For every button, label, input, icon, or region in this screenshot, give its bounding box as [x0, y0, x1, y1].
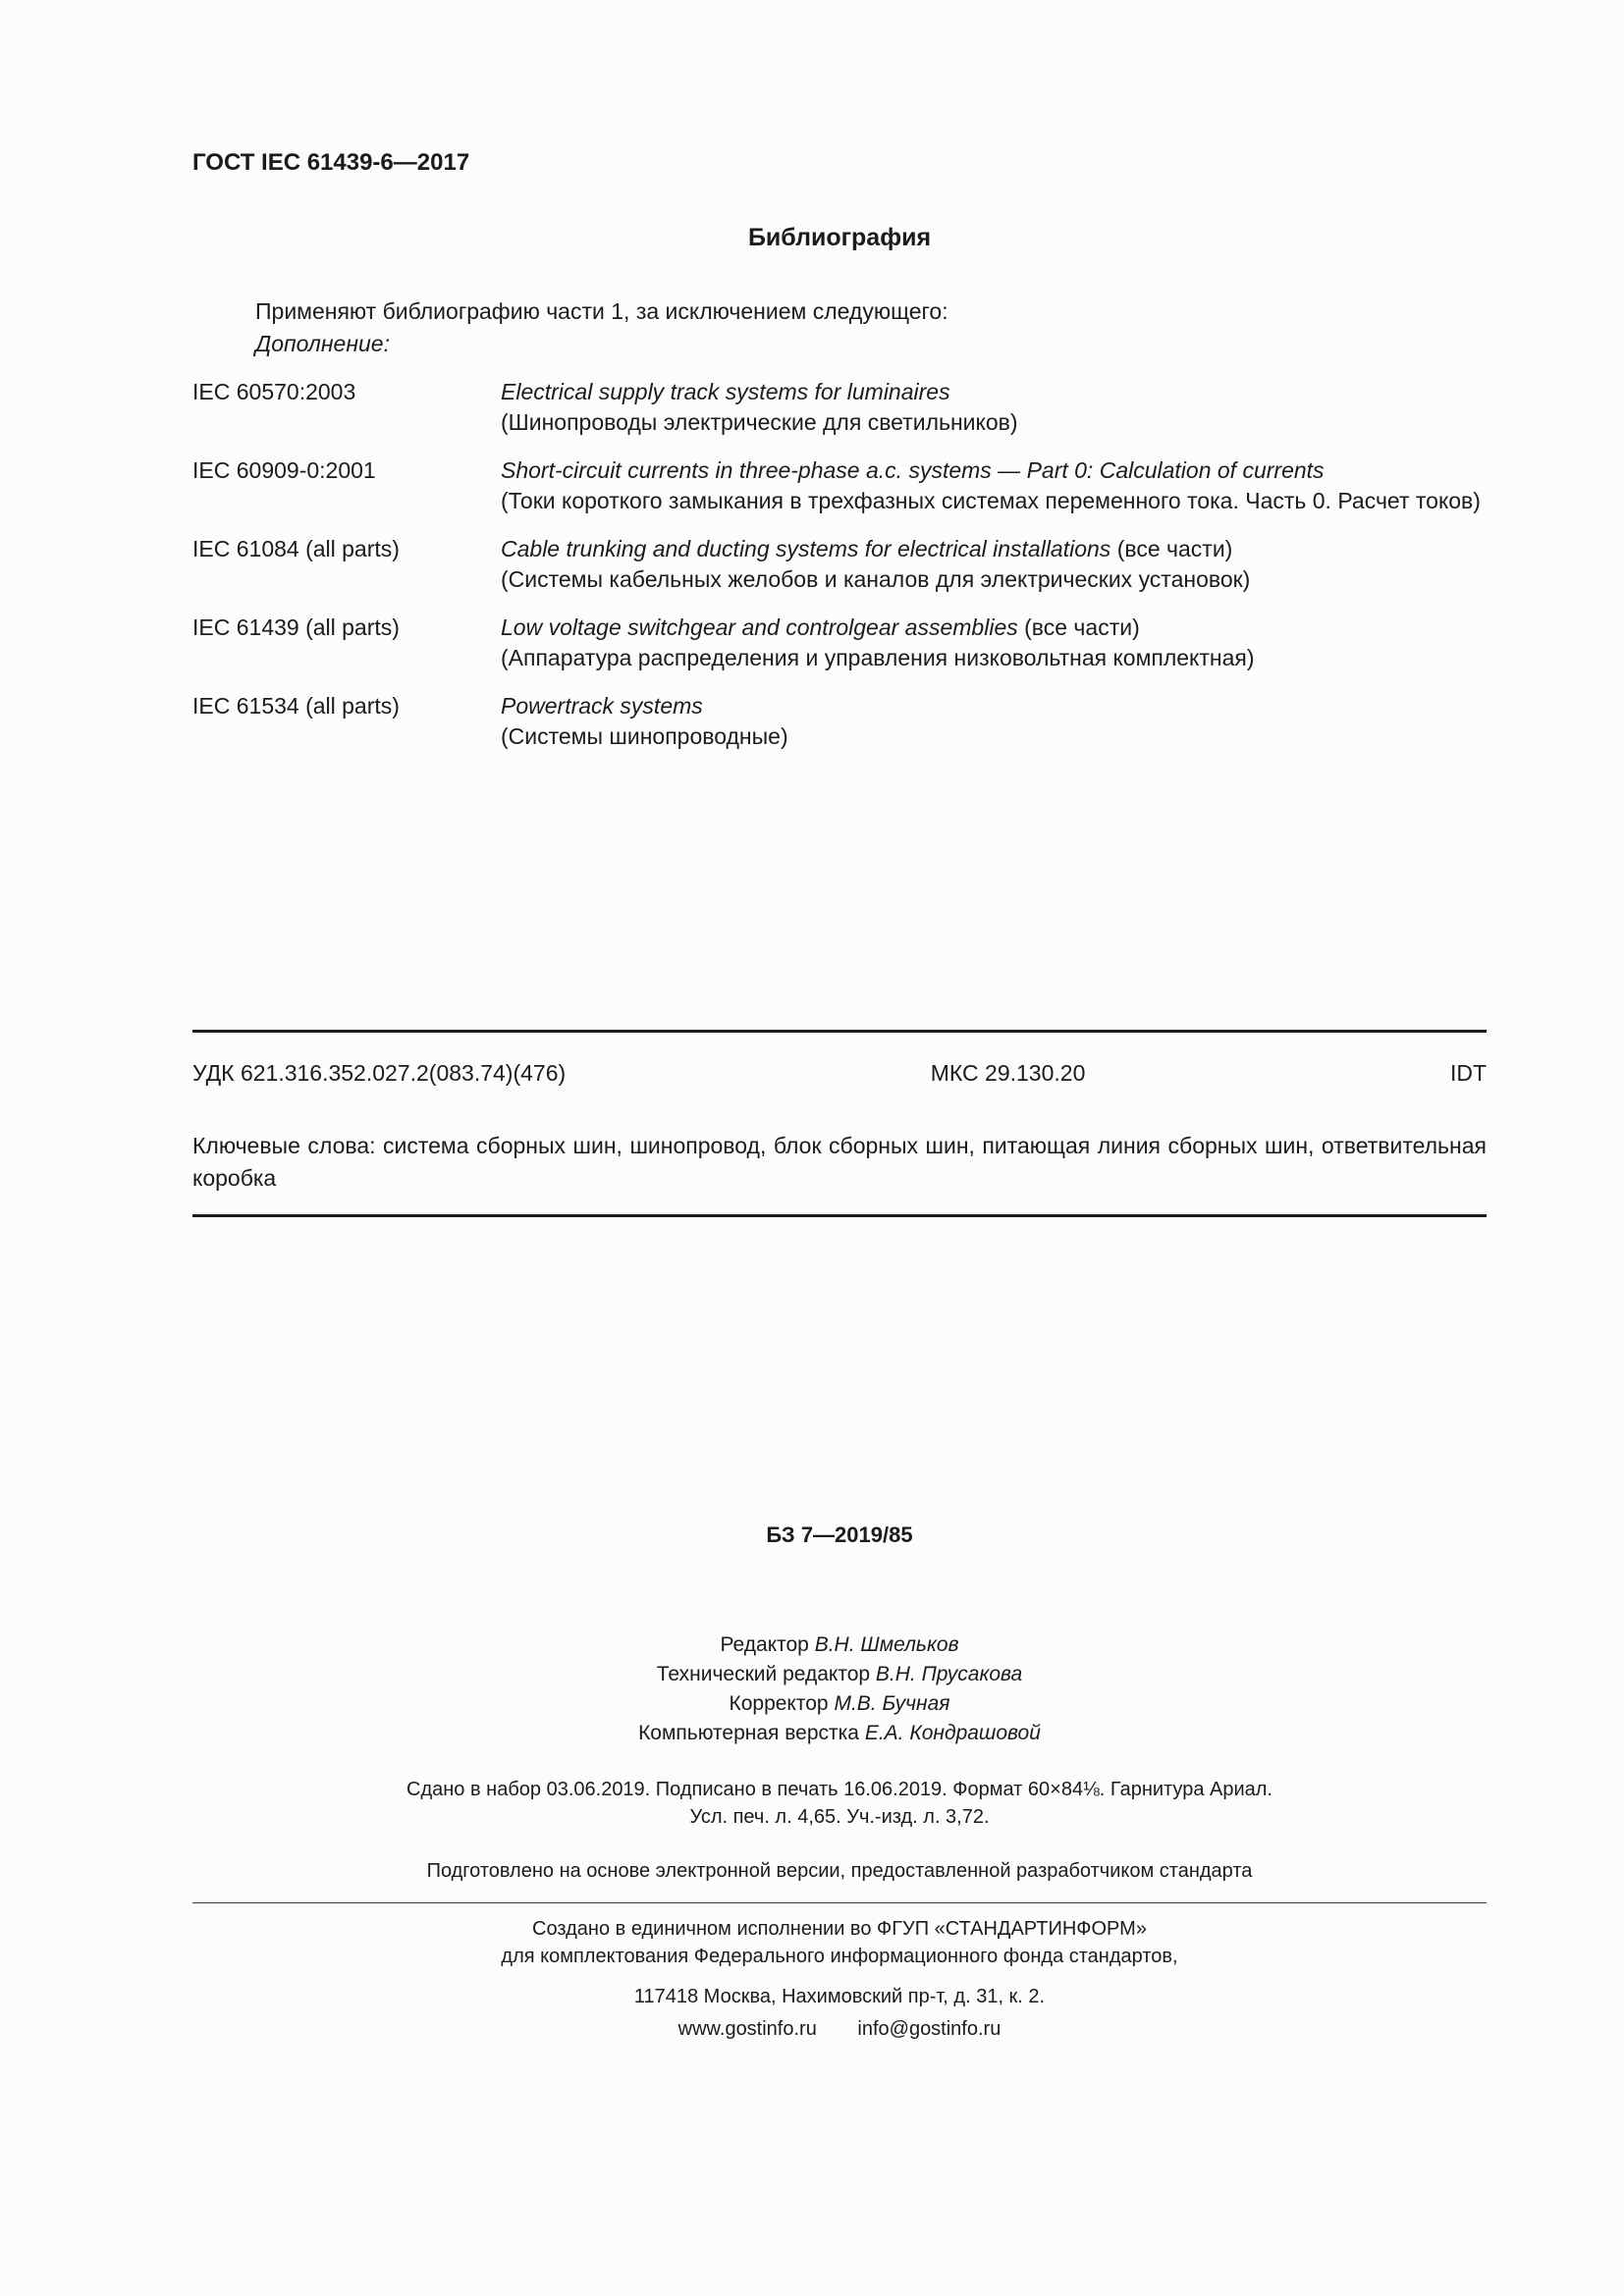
bib-entry — [192, 613, 1487, 673]
addition-label: Дополнение: — [255, 331, 390, 356]
bib-title-ru: (Системы шинопроводные) — [501, 723, 788, 749]
bib-title-ru: (Системы кабельных желобов и каналов для электрических установок) — [501, 566, 1251, 592]
bib-code: IEC 60570:2003 — [192, 379, 356, 404]
divider-rule — [192, 1030, 1487, 1033]
prepared-note: Подготовлено на основе электронной версии, предоставленной разработчиком стандарта — [426, 1860, 1253, 1882]
email-text: info@gostinfo.ru — [857, 2018, 1001, 2040]
weblinks-row — [192, 2014, 1487, 2045]
thin-divider-rule — [192, 1902, 1487, 1903]
bib-title-en: Cable trunking and ducting systems for electrical installations (все части) — [501, 536, 1233, 561]
bib-entry — [192, 691, 1487, 752]
codes-row — [192, 1058, 1487, 1089]
bib-title-en: Powertrack systems — [501, 693, 703, 719]
bib-code: IEC 61534 (all parts) — [192, 693, 400, 719]
publisher-line: для комплектования Федерального информационного фонда стандартов, — [501, 1946, 1178, 1967]
bibliography-list — [192, 377, 1487, 752]
bib-entry — [192, 377, 1487, 438]
credit-line: Редактор В.Н. Шмельков — [720, 1633, 959, 1656]
idt-label: IDT — [1449, 1060, 1487, 1086]
divider-rule — [192, 1214, 1487, 1217]
bib-entry — [192, 534, 1487, 595]
print-info-block — [192, 1776, 1487, 1831]
credits-block — [192, 1630, 1487, 1748]
bib-entry — [192, 455, 1487, 516]
print-info-line: Сдано в набор 03.06.2019. Подписано в печать 16.06.2019. Формат 60×84⅛. Гарнитура Ариал. — [406, 1779, 1272, 1800]
bib-title-en: Low voltage switchgear and controlgear assemblies (все части) — [501, 614, 1140, 640]
page-title: Библиография — [747, 224, 932, 251]
keywords-text: Ключевые слова: система сборных шин, шинопровод, блок сборных шин, питающая линия сборных шин, ответвительная коробка — [192, 1133, 1487, 1191]
bz-code: БЗ 7—2019/85 — [766, 1522, 913, 1547]
address-line: 117418 Москва, Нахимовский пр-т, д. 31, к. 2. — [633, 1986, 1046, 2007]
bib-code: IEC 61439 (all parts) — [192, 614, 400, 640]
bib-title-en: Short-circuit currents in three-phase a.c. systems — Part 0: Calculation of currents — [501, 457, 1325, 483]
doc-number: ГОСТ IEC 61439-6—2017 — [192, 149, 470, 176]
website-text: www.gostinfo.ru — [677, 2018, 817, 2040]
bib-title-en: Electrical supply track systems for luminaires — [501, 379, 950, 404]
udk-code: УДК 621.316.352.027.2(083.74)(476) — [192, 1060, 567, 1086]
publisher-line: Создано в единичном исполнении во ФГУП «СТАНДАРТИНФОРМ» — [532, 1918, 1147, 1940]
print-info-line: Усл. печ. л. 4,65. Уч.-изд. л. 3,72. — [689, 1806, 990, 1828]
intro-text: Применяют библиографию части 1, за исключением следующего: — [255, 298, 948, 324]
credit-line: Компьютерная верстка Е.А. Кондрашовой — [638, 1722, 1041, 1744]
publisher-block — [192, 1915, 1487, 1970]
bib-code: IEC 61084 (all parts) — [192, 536, 400, 561]
credit-line: Корректор М.В. Бучная — [729, 1692, 950, 1715]
bib-title-ru: (Токи короткого замыкания в трехфазных системах переменного тока. Часть 0. Расчет токов) — [501, 488, 1481, 513]
credit-line: Технический редактор В.Н. Прусакова — [656, 1663, 1023, 1685]
bib-title-ru: (Шинопроводы электрические для светильников) — [501, 409, 1018, 435]
bib-title-ru: (Аппаратура распределения и управления низковольтная комплектная) — [501, 645, 1255, 670]
bib-code: IEC 60909-0:2001 — [192, 457, 376, 483]
mks-code: МКС 29.130.20 — [930, 1060, 1086, 1086]
